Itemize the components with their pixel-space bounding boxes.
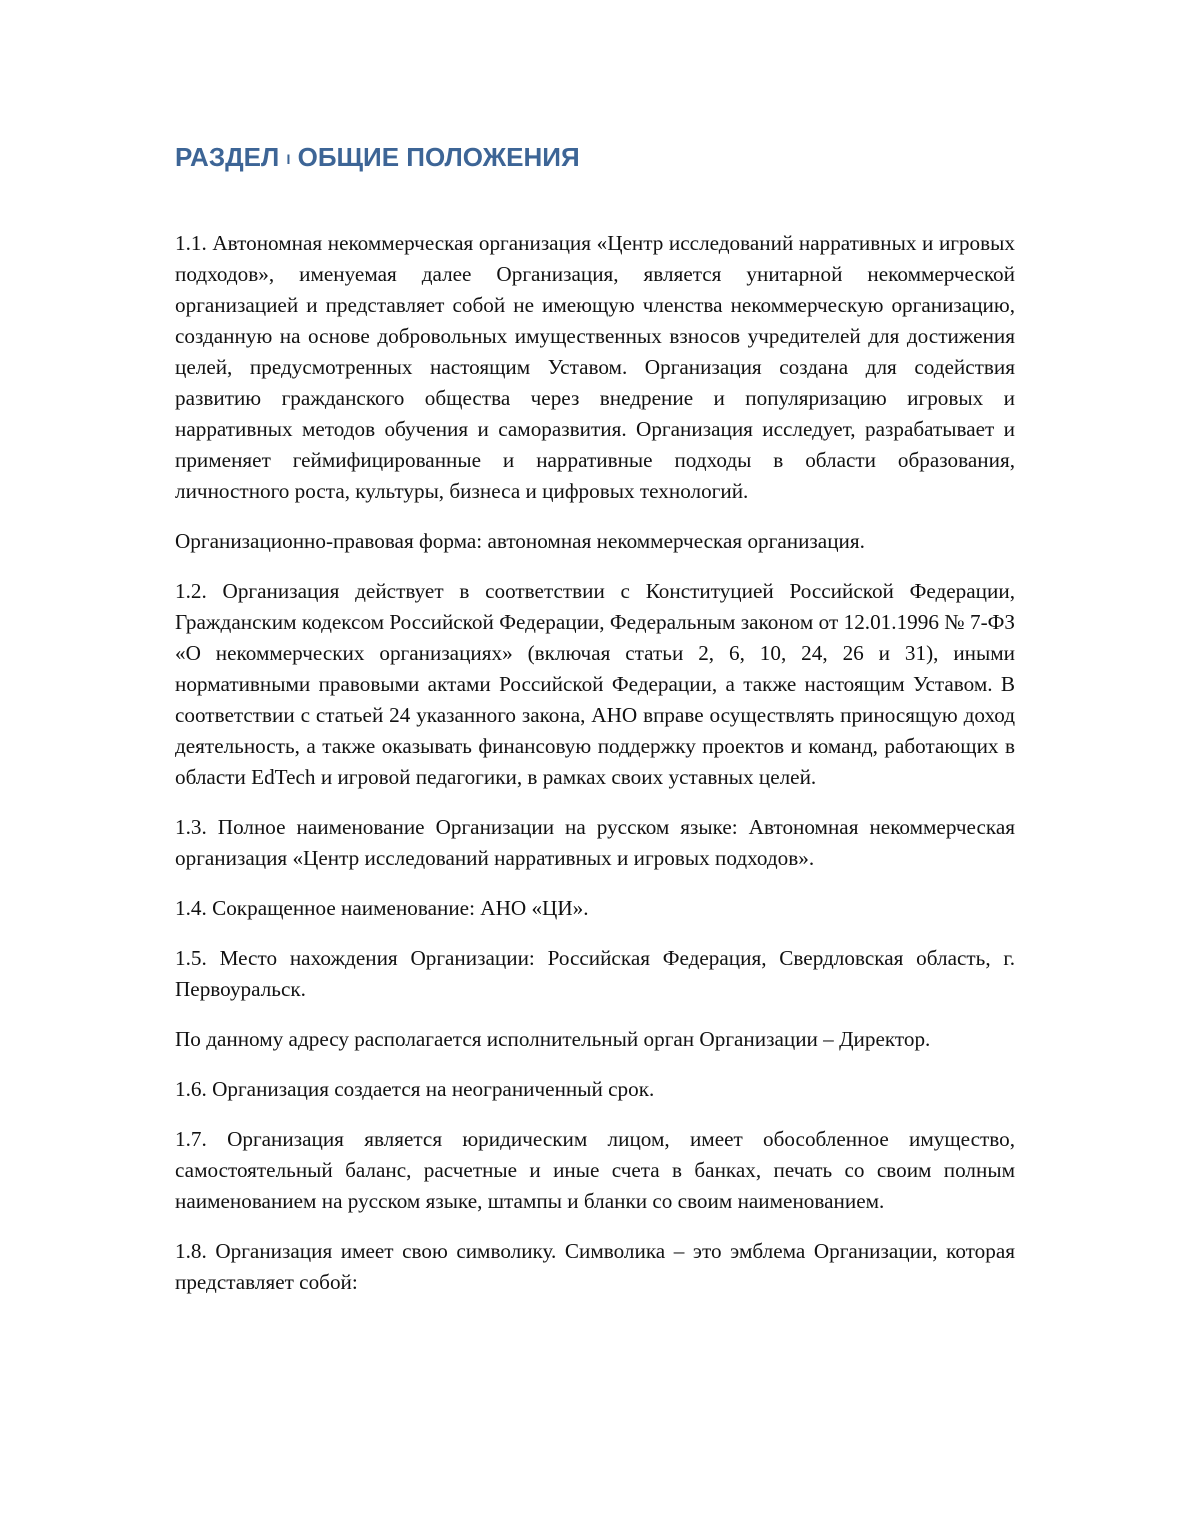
paragraph-1-7: 1.7. Организация является юридическим лицом, имеет обособленное имущество, самостоятельный баланс, расчетные и иные счета в банках, печать со своим полным наименованием на русском языке, штампы и бланки со своим наименованием.	[175, 1127, 1015, 1213]
document-body	[175, 228, 1015, 1317]
section-heading	[175, 140, 580, 176]
paragraph-legal-form: Организационно-правовая форма: автономная некоммерческая организация.	[175, 529, 865, 553]
heading-part-1: РАЗДЕЛ	[175, 142, 280, 172]
paragraph-1-5: 1.5. Место нахождения Организации: Российская Федерация, Свердловская область, г. Первоуральск.	[175, 946, 1015, 1001]
paragraph-1-6: 1.6. Организация создается на неограниченный срок.	[175, 1077, 655, 1101]
heading-part-2: ОБЩИЕ ПОЛОЖЕНИЯ	[297, 142, 580, 172]
heading-separator: I	[286, 151, 291, 167]
paragraph-1-1: 1.1. Автономная некоммерческая организация «Центр исследований нарративных и игровых подходов», именуемая далее Организация, является унитарной некоммерческой организацией и представляет собой не имеющую членства некоммерческую организацию, созданную на основе добровольных имущественных взносов учредителей для достижения целей, предусмотренных настоящим Уставом. Организация создана для содействия развитию гражданского общества через внедрение и популяризацию игровых и нарративных методов обучения и саморазвития. Организация исследует, разрабатывает и применяет геймифицированные и нарративные подходы в области образования, личностного роста, культуры, бизнеса и цифровых технологий.	[175, 231, 1015, 503]
paragraph-1-4: 1.4. Сокращенное наименование: АНО «ЦИ».	[175, 896, 589, 920]
paragraph-1-3: 1.3. Полное наименование Организации на русском языке: Автономная некоммерческая организация «Центр исследований нарративных и игровых подходов».	[175, 815, 1015, 870]
paragraph-1-8: 1.8. Организация имеет свою символику. Символика – это эмблема Организации, которая представляет собой:	[175, 1239, 1015, 1294]
paragraph-address-note: По данному адресу располагается исполнительный орган Организации – Директор.	[175, 1027, 931, 1051]
paragraph-1-2: 1.2. Организация действует в соответствии с Конституцией Российской Федерации, Гражданским кодексом Российской Федерации, Федеральным законом от 12.01.1996 № 7-ФЗ «О некоммерческих организациях» (включая статьи 2, 6, 10, 24, 26 и 31), иными нормативными правовыми актами Российской Федерации, а также настоящим Уставом. В соответствии с статьей 24 указанного закона, АНО вправе осуществлять приносящую доход деятельность, а также оказывать финансовую поддержку проектов и команд, работающих в области EdTech и игровой педагогики, в рамках своих уставных целей.	[175, 579, 1015, 789]
